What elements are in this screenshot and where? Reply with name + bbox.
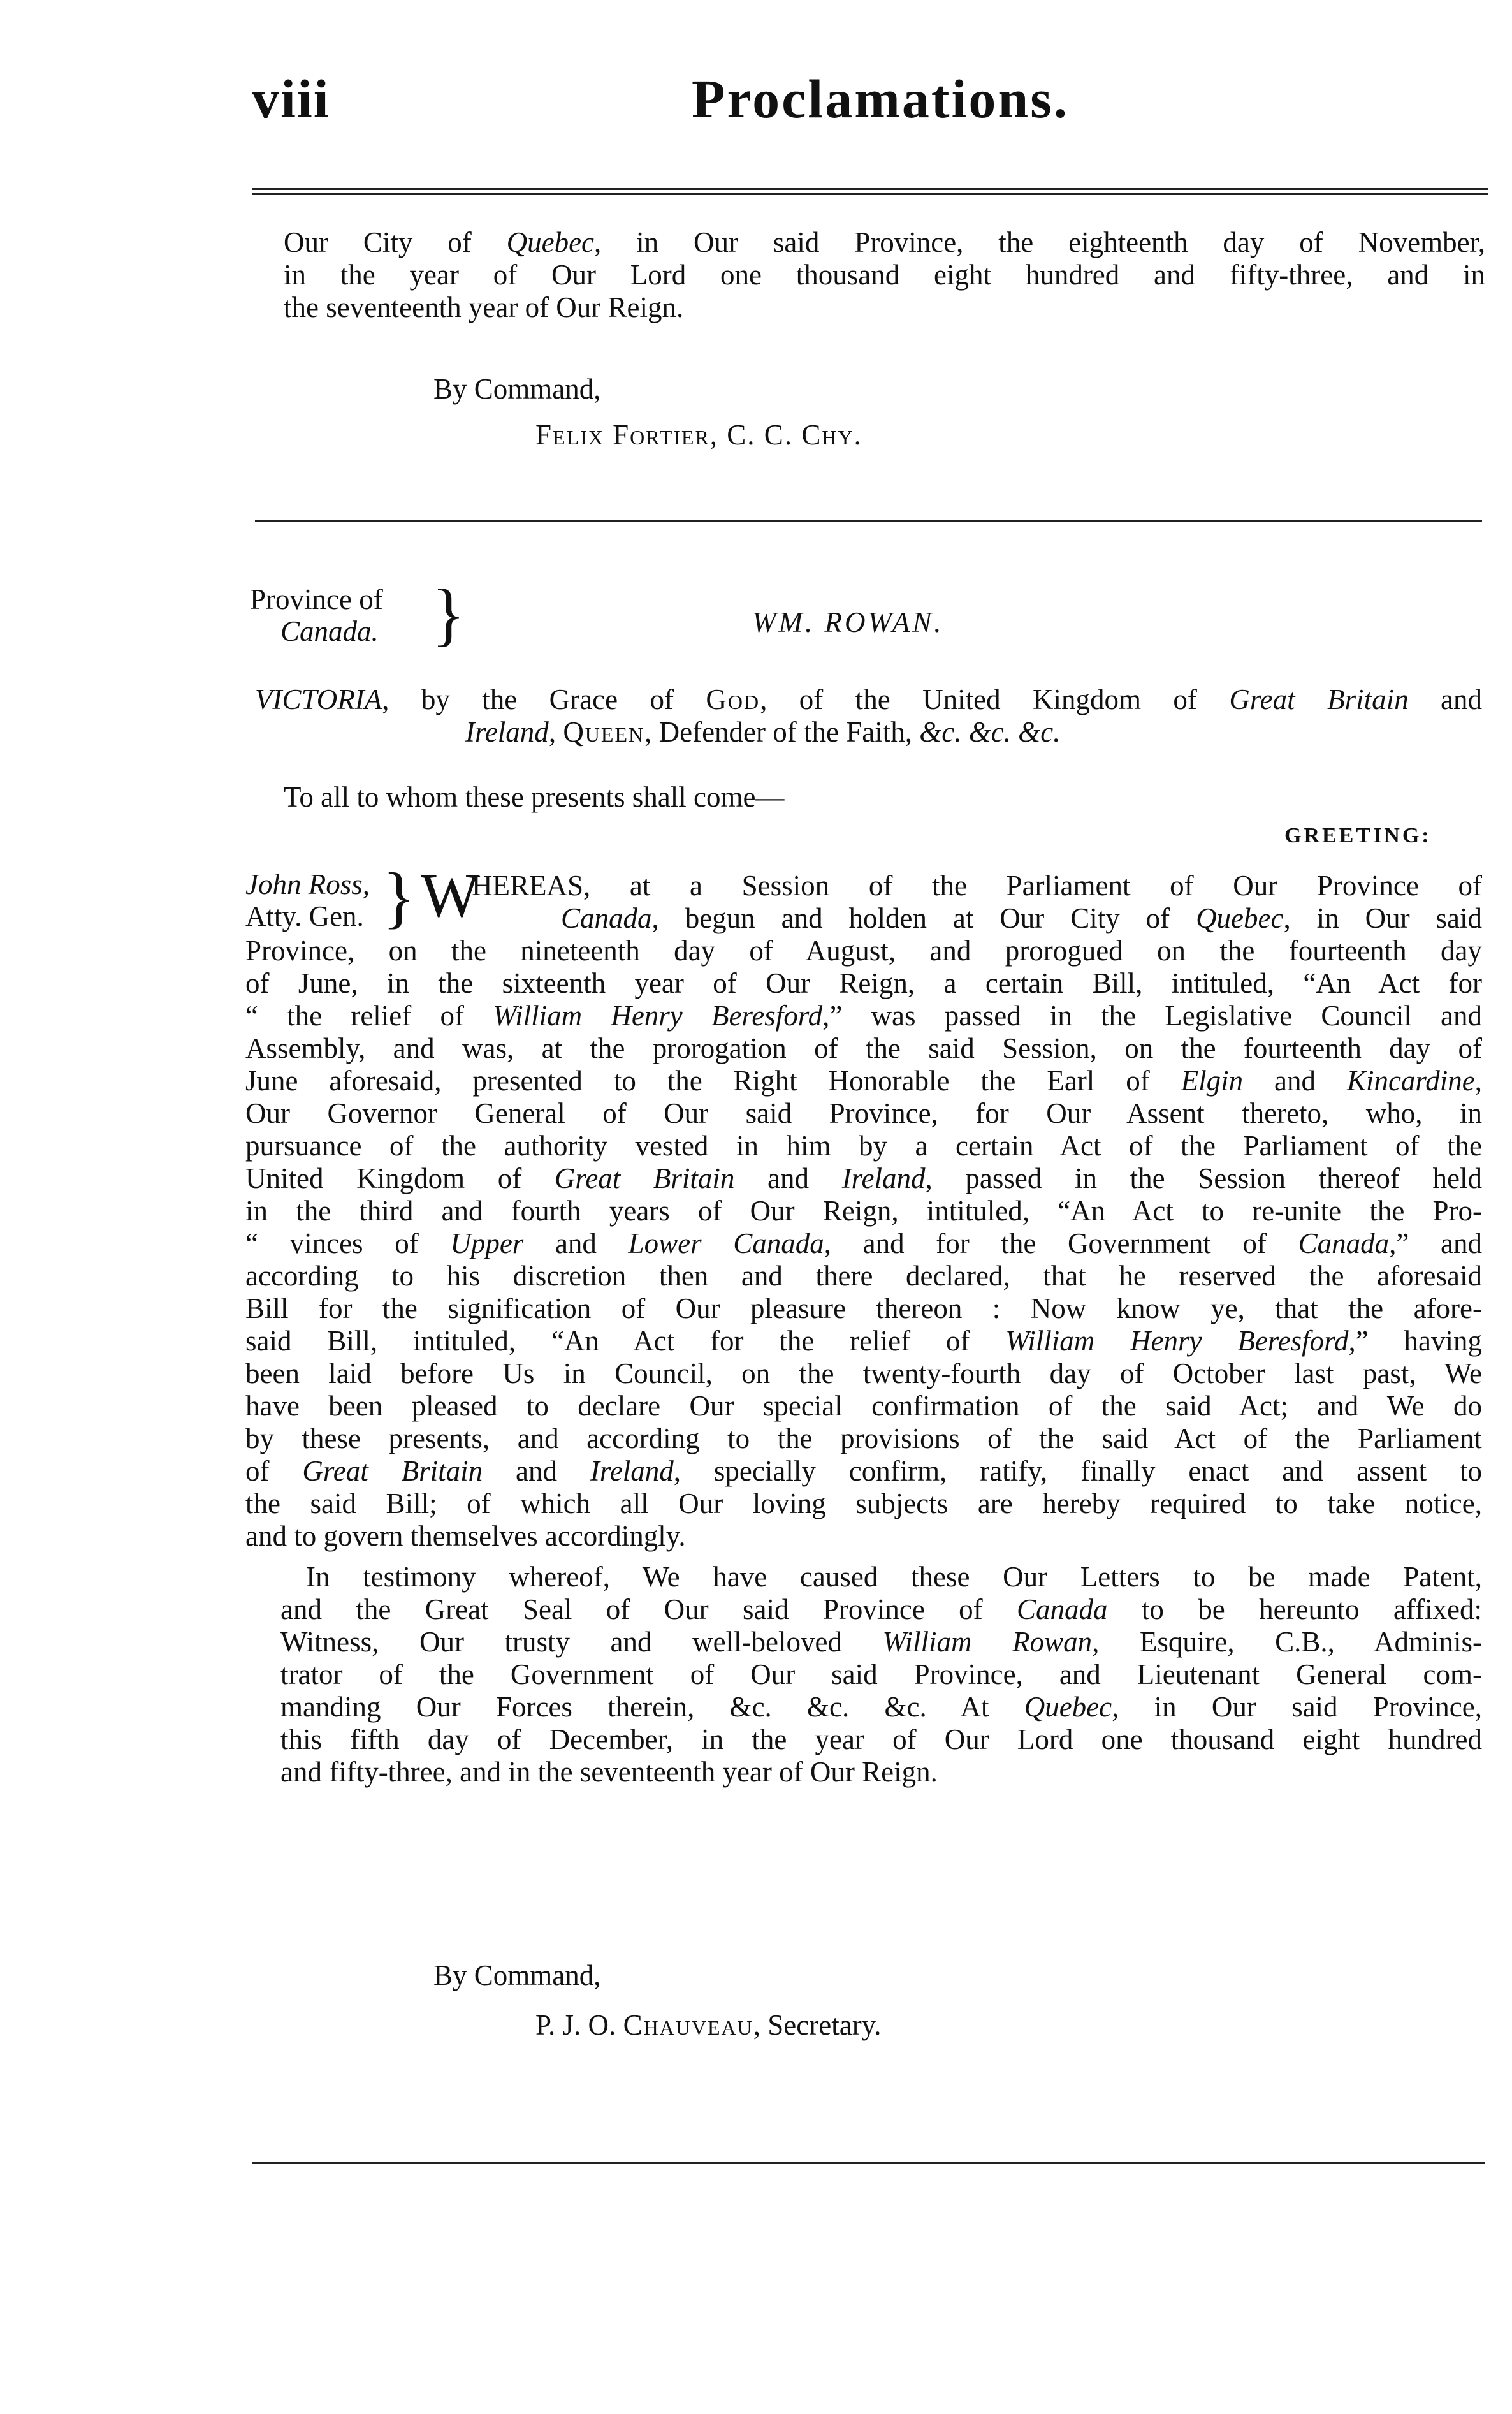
text-line: and fifty-three, and in the seventeenth year of Our Reign. [280,1756,938,1788]
text-line: Assembly, and was, at the prorogation of the said Session, on the fourteenth day of [245,1032,1482,1064]
text-line: In testimony whereof, We have caused these Our Letters to be made Patent, [306,1561,1482,1593]
text-line: June aforesaid, presented to the Right Honorable the Earl of Elgin and Kincardine, [245,1065,1482,1097]
whereas-body [245,935,1482,1553]
text-line: HEREAS, at a Session of the Parliament of Our Province of [472,870,1482,902]
text-line: Canada, begun and holden at Our City of Quebec, in Our said [561,902,1482,934]
text-line: in the year of Our Lord one thousand eight hundred and fifty-three, and in [284,259,1485,291]
second-by-command: By Command, [433,1959,601,1991]
drop-cap: W [421,861,480,930]
attorney-title: Atty. Gen. [245,900,364,932]
testimony-paragraph [280,1561,1482,1789]
first-signer: Felix Fortier, C. C. Chy. [535,419,862,451]
footer-rule [252,2162,1485,2164]
text-line: United Kingdom of Great Britain and Ireland, passed in the Session thereof held [245,1162,1483,1194]
province-line: Province of [250,583,383,615]
text-line: “ the relief of William Henry Beresford,” was passed in the Legislative Council and [245,1000,1482,1032]
page-number: viii [252,68,330,129]
text-line: have been pleased to declare Our special confirmation of the said Act; and We do [245,1390,1482,1422]
brace-icon: } [382,860,416,935]
page-header [252,67,1488,143]
text-line: Witness, Our trusty and well-beloved William Rowan, Esquire, C.B., Adminis- [280,1626,1482,1658]
text-line: trator of the Government of Our said Province, and Lieutenant General com- [280,1658,1482,1690]
section-divider [255,520,1482,522]
first-proclamation-text [284,226,1485,324]
text-line: of Great Britain and Ireland, specially confirm, ratify, finally enact and assent to [245,1455,1482,1487]
text-line: Our City of Quebec, in Our said Province, the eighteenth day of November, [284,226,1485,258]
text-line: of June, in the sixteenth year of Our Reign, a certain Bill, intituled, “An Act for [245,967,1482,999]
governor-name: WM. ROWAN. [752,606,944,638]
province-heading [250,575,479,660]
greeting: GREETING: [1284,824,1432,847]
header-rule [252,188,1488,195]
text-line: this fifth day of December, in the year of Our Lord one thousand eight hundred [280,1723,1482,1755]
text-line: and the Great Seal of Our said Province of Canada to be hereunto affixed: [280,1593,1482,1625]
text-line: Province, on the nineteenth day of August, and prorogued on the fourteenth day [245,935,1482,967]
to-all-line: To all to whom these presents shall come— [284,781,785,813]
text-line: manding Our Forces therein, &c. &c. &c. At Quebec, in Our said Province, [280,1691,1483,1723]
text-line: the said Bill; of which all Our loving subjects are hereby required to take notice, [245,1488,1482,1519]
first-by-command: By Command, [433,373,601,405]
second-signer: P. J. O. Chauveau, Secretary. [535,2009,882,2041]
text-line: according to his discretion then and there declared, that he reserved the aforesaid [245,1260,1482,1292]
text-line: VICTORIA, by the Grace of God, of the United Kingdom of Great Britain and [255,684,1482,715]
text-line: and to govern themselves accordingly. [245,1520,686,1552]
text-line: in the third and fourth years of Our Reign, intituled, “An Act to re-unite the Pro- [245,1195,1482,1227]
text-line: said Bill, intituled, “An Act for the relief of William Henry Beresford,” having [245,1325,1482,1357]
text-line: been laid before Us in Council, on the twenty-fourth day of October last past, We [245,1357,1482,1389]
text-line: the seventeenth year of Our Reign. [284,291,684,323]
text-line: Ireland, Queen, Defender of the Faith, &c. &c. &c. [465,716,1061,748]
province-name: Canada. [280,615,379,647]
running-title: Proclamations. [692,68,1070,129]
whereas-opening [472,870,1482,935]
attorney-name: John Ross, [245,868,370,900]
text-line: Our Governor General of Our said Province, for Our Assent thereto, who, in [245,1097,1482,1129]
text-line: Bill for the signification of Our pleasure thereon : Now know ye, that the afore- [245,1292,1482,1324]
brace-icon: } [432,575,465,653]
text-line: pursuance of the authority vested in him by a certain Act of the Parliament of the [245,1130,1482,1162]
victoria-title [255,684,1482,749]
text-line: “ vinces of Upper and Lower Canada, and for the Government of Canada,” and [245,1227,1483,1259]
text-line: by these presents, and according to the provisions of the said Act of the Parliament [245,1423,1482,1454]
attorney-note [245,860,430,939]
